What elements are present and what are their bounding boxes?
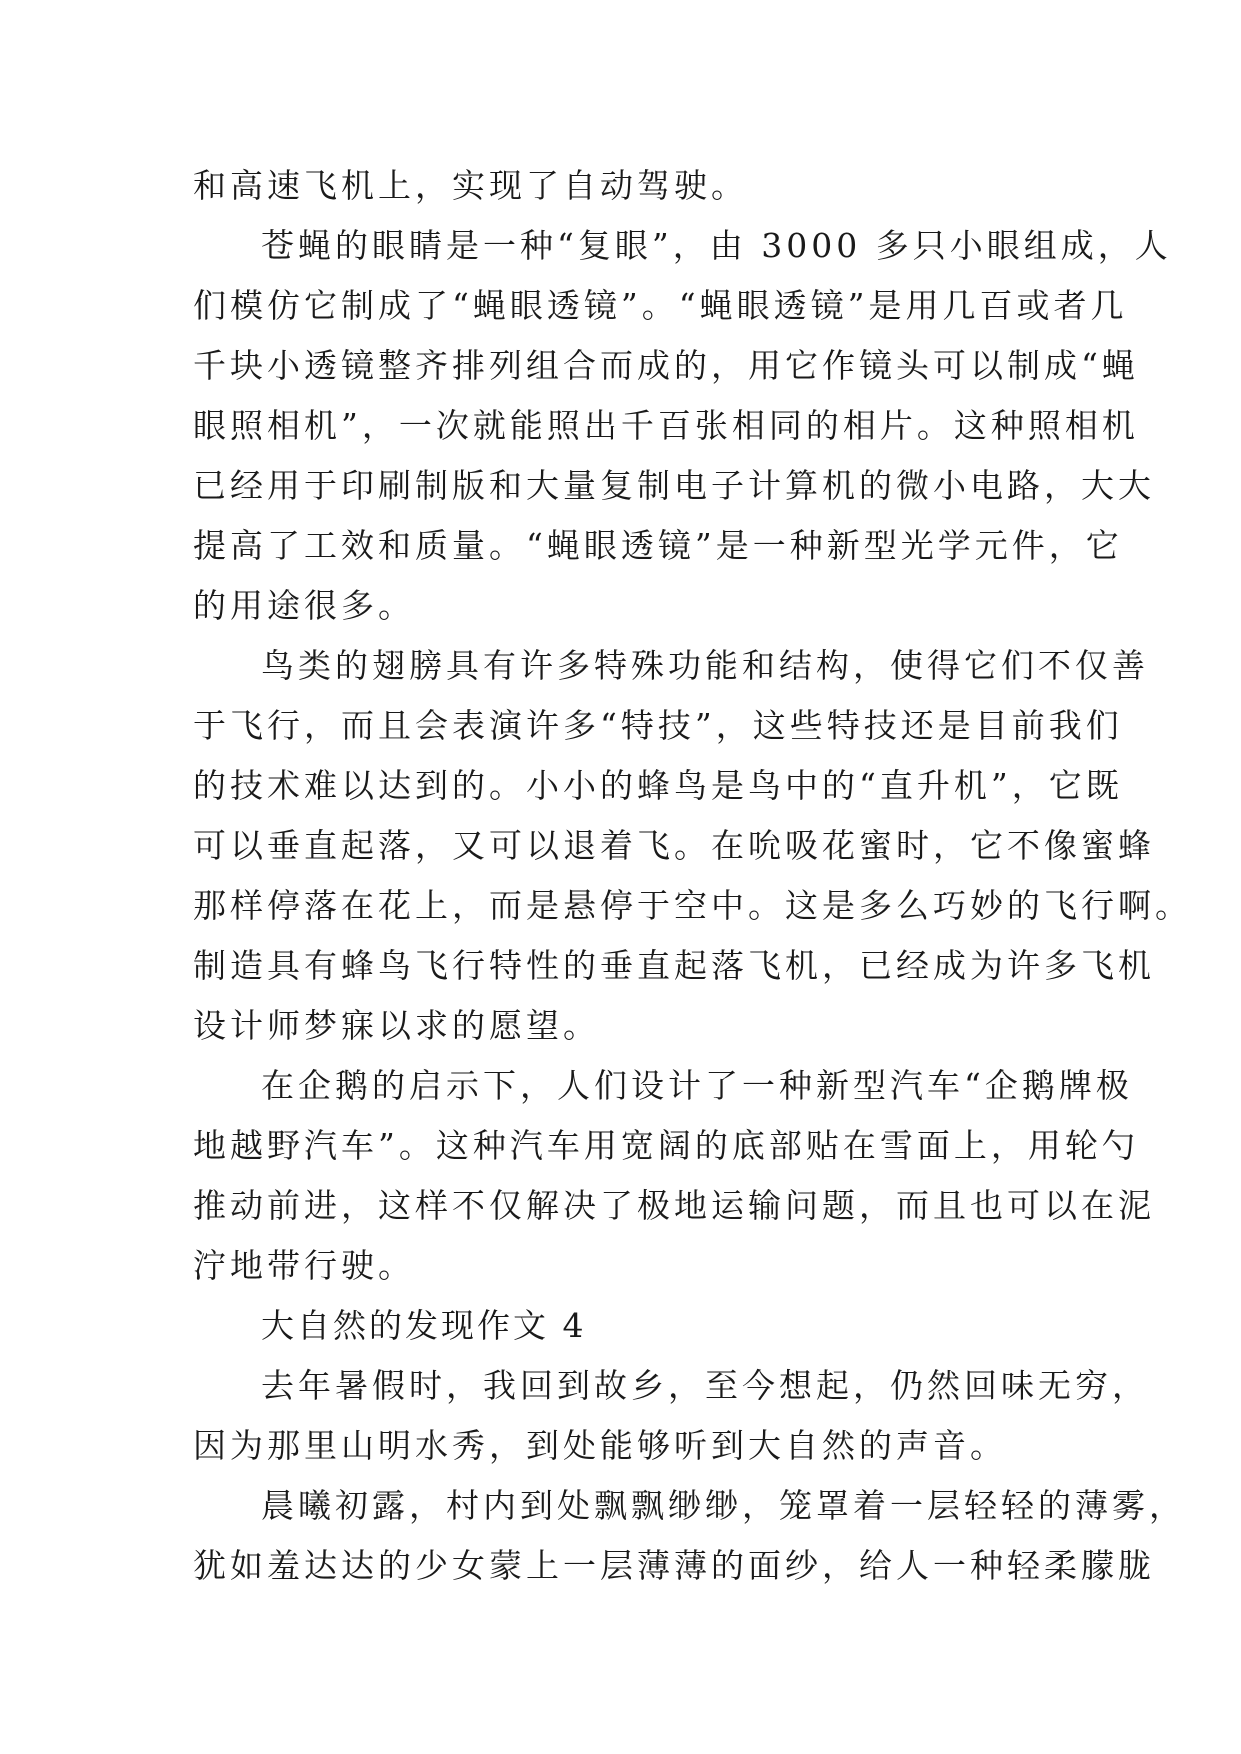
section-heading: 大自然的发现作文 4 bbox=[261, 1306, 587, 1345]
paragraph-line: 的用途很多。 bbox=[193, 586, 415, 625]
paragraph-line: 鸟类的翅膀具有许多特殊功能和结构，使得它们不仅善 bbox=[261, 646, 1149, 685]
paragraph-line: 提高了工效和质量。“蝇眼透镜”是一种新型光学元件，它 bbox=[193, 526, 1123, 565]
paragraph-line: 那样停落在花上，而是悬停于空中。这是多么巧妙的飞行啊。 bbox=[193, 886, 1192, 925]
paragraph-line: 设计师梦寐以求的愿望。 bbox=[193, 1006, 600, 1045]
paragraph-line: 犹如羞达达的少女蒙上一层薄薄的面纱，给人一种轻柔朦胧 bbox=[193, 1546, 1155, 1585]
paragraph-line: 已经用于印刷制版和大量复制电子计算机的微小电路，大大 bbox=[193, 466, 1155, 505]
paragraph-line: 因为那里山明水秀，到处能够听到大自然的声音。 bbox=[193, 1426, 1007, 1465]
paragraph-line: 的技术难以达到的。小小的蜂鸟是鸟中的“直升机”，它既 bbox=[193, 766, 1123, 805]
paragraph-line: 可以垂直起落，又可以退着飞。在吮吸花蜜时，它不像蜜蜂 bbox=[193, 826, 1155, 865]
paragraph-line: 制造具有蜂鸟飞行特性的垂直起落飞机，已经成为许多飞机 bbox=[193, 946, 1155, 985]
paragraph-line: 苍蝇的眼睛是一种“复眼”，由 3000 多只小眼组成，人 bbox=[261, 226, 1172, 265]
paragraph-line: 泞地带行驶。 bbox=[193, 1246, 415, 1285]
document-body bbox=[193, 156, 1192, 1596]
paragraph-line: 推动前进，这样不仅解决了极地运输问题，而且也可以在泥 bbox=[193, 1186, 1155, 1225]
paragraph-line: 去年暑假时，我回到故乡，至今想起，仍然回味无穷， bbox=[261, 1366, 1149, 1405]
paragraph-line: 和高速飞机上，实现了自动驾驶。 bbox=[193, 166, 748, 205]
paragraph-line: 晨曦初露，村内到处飘飘缈缈，笼罩着一层轻轻的薄雾， bbox=[261, 1486, 1186, 1525]
paragraph-line: 在企鹅的启示下，人们设计了一种新型汽车“企鹅牌极 bbox=[261, 1066, 1133, 1105]
paragraph-line: 们模仿它制成了“蝇眼透镜”。“蝇眼透镜”是用几百或者几 bbox=[193, 286, 1128, 325]
paragraph-line: 于飞行，而且会表演许多“特技”，这些特技还是目前我们 bbox=[193, 706, 1123, 745]
paragraph-line: 地越野汽车”。这种汽车用宽阔的底部贴在雪面上，用轮勺 bbox=[193, 1126, 1139, 1165]
paragraph-line: 眼照相机”，一次就能照出千百张相同的相片。这种照相机 bbox=[193, 406, 1139, 445]
paragraph-line: 千块小透镜整齐排列组合而成的，用它作镜头可以制成“蝇 bbox=[193, 346, 1139, 385]
